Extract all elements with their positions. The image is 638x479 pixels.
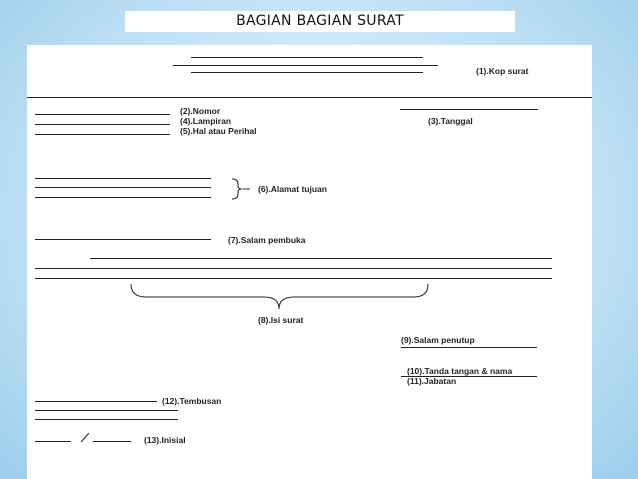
- label-inisial: (13).Inisial: [144, 435, 186, 445]
- label-alamat-tujuan: (6).Alamat tujuan: [258, 184, 327, 194]
- label-salam-penutup: (9).Salam penutup: [401, 335, 475, 345]
- label-tanda-tangan: (10).Tanda tangan & nama: [407, 366, 513, 376]
- label-tanggal: (3).Tanggal: [428, 116, 473, 126]
- label-salam-pembuka: (7).Salam pembuka: [228, 235, 306, 245]
- label-kop-surat: (1).Kop surat: [476, 66, 529, 76]
- label-jabatan: (11).Jabatan: [407, 376, 457, 386]
- label-lampiran: (4).Lampiran: [180, 116, 232, 126]
- label-hal: (5).Hal atau Perihal: [180, 126, 257, 136]
- inisial-line-2: [93, 441, 131, 442]
- label-isi-surat: (8).Isi surat: [258, 315, 304, 325]
- slide-title: BAGIAN BAGIAN SURAT: [125, 11, 515, 32]
- label-nomor: (2).Nomor: [180, 106, 221, 116]
- label-tembusan: (12).Tembusan: [162, 396, 222, 406]
